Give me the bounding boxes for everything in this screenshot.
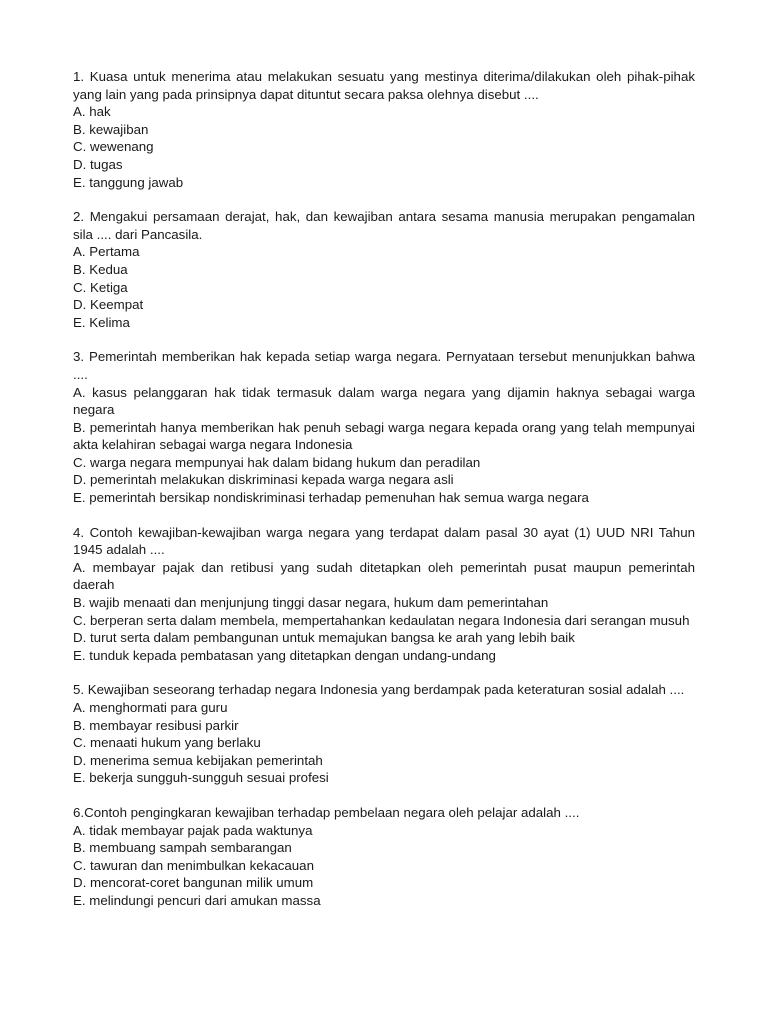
option-d: D. menerima semua kebijakan pemerintah <box>73 752 323 768</box>
option-e: E. bekerja sungguh-sungguh sesuai profesi <box>73 770 329 786</box>
question-stem: 3. Pemerintah memberikan hak kepada setiap warga negara. Pernyataan tersebut menunjukkan bahwa .... <box>73 349 695 382</box>
answer-options <box>73 384 695 507</box>
option-e: E. melindungi pencuri dari amukan massa <box>73 892 321 908</box>
answer-options <box>73 822 695 910</box>
option-d: D. turut serta dalam pembangunan untuk memajukan bangsa ke arah yang lebih baik <box>73 630 575 646</box>
question-4 <box>73 524 695 665</box>
option-b: B. pemerintah hanya memberikan hak penuh sebagi warga negara kepada orang yang telah mempunyai akta kelahiran sebagai warga negara Indonesia <box>73 419 695 453</box>
option-a: A. kasus pelanggaran hak tidak termasuk dalam warga negara yang dijamin haknya sebagai warga negara <box>73 384 695 418</box>
option-e: E. tunduk kepada pembatasan yang ditetapkan dengan undang-undang <box>73 647 496 663</box>
option-b: B. Kedua <box>73 261 128 277</box>
option-a: A. hak <box>73 104 111 120</box>
option-c: C. berperan serta dalam membela, mempertahankan kedaulatan negara Indonesia dari serangan musuh <box>73 612 690 628</box>
option-e: E. Kelima <box>73 314 130 330</box>
question-stem: 2. Mengakui persamaan derajat, hak, dan kewajiban antara sesama manusia merupakan pengamalan sila .... dari Pancasila. <box>73 209 695 242</box>
option-c: C. warga negara mempunyai hak dalam bidang hukum dan peradilan <box>73 454 481 470</box>
question-stem: 1. Kuasa untuk menerima atau melakukan sesuatu yang mestinya diterima/dilakukan oleh pihak-pihak yang lain yang pada prinsipnya dapat dituntut secara paksa olehnya disebut .... <box>73 69 695 102</box>
option-d: D. pemerintah melakukan diskriminasi kepada warga negara asli <box>73 472 454 488</box>
option-c: C. Ketiga <box>73 279 128 295</box>
question-stem: 5. Kewajiban seseorang terhadap negara Indonesia yang berdampak pada keteraturan sosial adalah .... <box>73 682 685 698</box>
answer-options <box>73 103 695 191</box>
option-a: A. tidak membayar pajak pada waktunya <box>73 822 313 838</box>
option-d: D. tugas <box>73 156 123 172</box>
answer-options <box>73 699 695 787</box>
option-b: B. kewajiban <box>73 121 149 137</box>
option-b: B. membuang sampah sembarangan <box>73 840 292 856</box>
option-e: E. pemerintah bersikap nondiskriminasi terhadap pemenuhan hak semua warga negara <box>73 490 589 506</box>
question-6 <box>73 804 695 910</box>
option-a: A. membayar pajak dan retibusi yang sudah ditetapkan oleh pemerintah pusat maupun pemerintah daerah <box>73 559 695 593</box>
question-5 <box>73 681 695 787</box>
question-stem: 4. Contoh kewajiban-kewajiban warga negara yang terdapat dalam pasal 30 ayat (1) UUD NRI Tahun 1945 adalah .... <box>73 524 695 558</box>
answer-options <box>73 559 695 665</box>
option-b: B. wajib menaati dan menjunjung tinggi dasar negara, hukum dam pemerintahan <box>73 595 549 611</box>
option-a: A. menghormati para guru <box>73 700 228 715</box>
question-3 <box>73 348 695 506</box>
option-b: B. membayar resibusi parkir <box>73 717 239 733</box>
question-stem: 6.Contoh pengingkaran kewajiban terhadap pembelaan negara oleh pelajar adalah .... <box>73 804 580 820</box>
answer-options <box>73 243 695 331</box>
option-c: C. menaati hukum yang berlaku <box>73 735 261 751</box>
option-d: D. Keempat <box>73 297 144 313</box>
option-c: C. tawuran dan menimbulkan kekacauan <box>73 857 314 873</box>
option-c: C. wewenang <box>73 139 154 155</box>
question-1 <box>73 68 695 191</box>
option-a: A. Pertama <box>73 244 140 260</box>
question-2 <box>73 208 695 331</box>
option-d: D. mencorat-coret bangunan milik umum <box>73 875 314 891</box>
option-e: E. tanggung jawab <box>73 174 184 190</box>
